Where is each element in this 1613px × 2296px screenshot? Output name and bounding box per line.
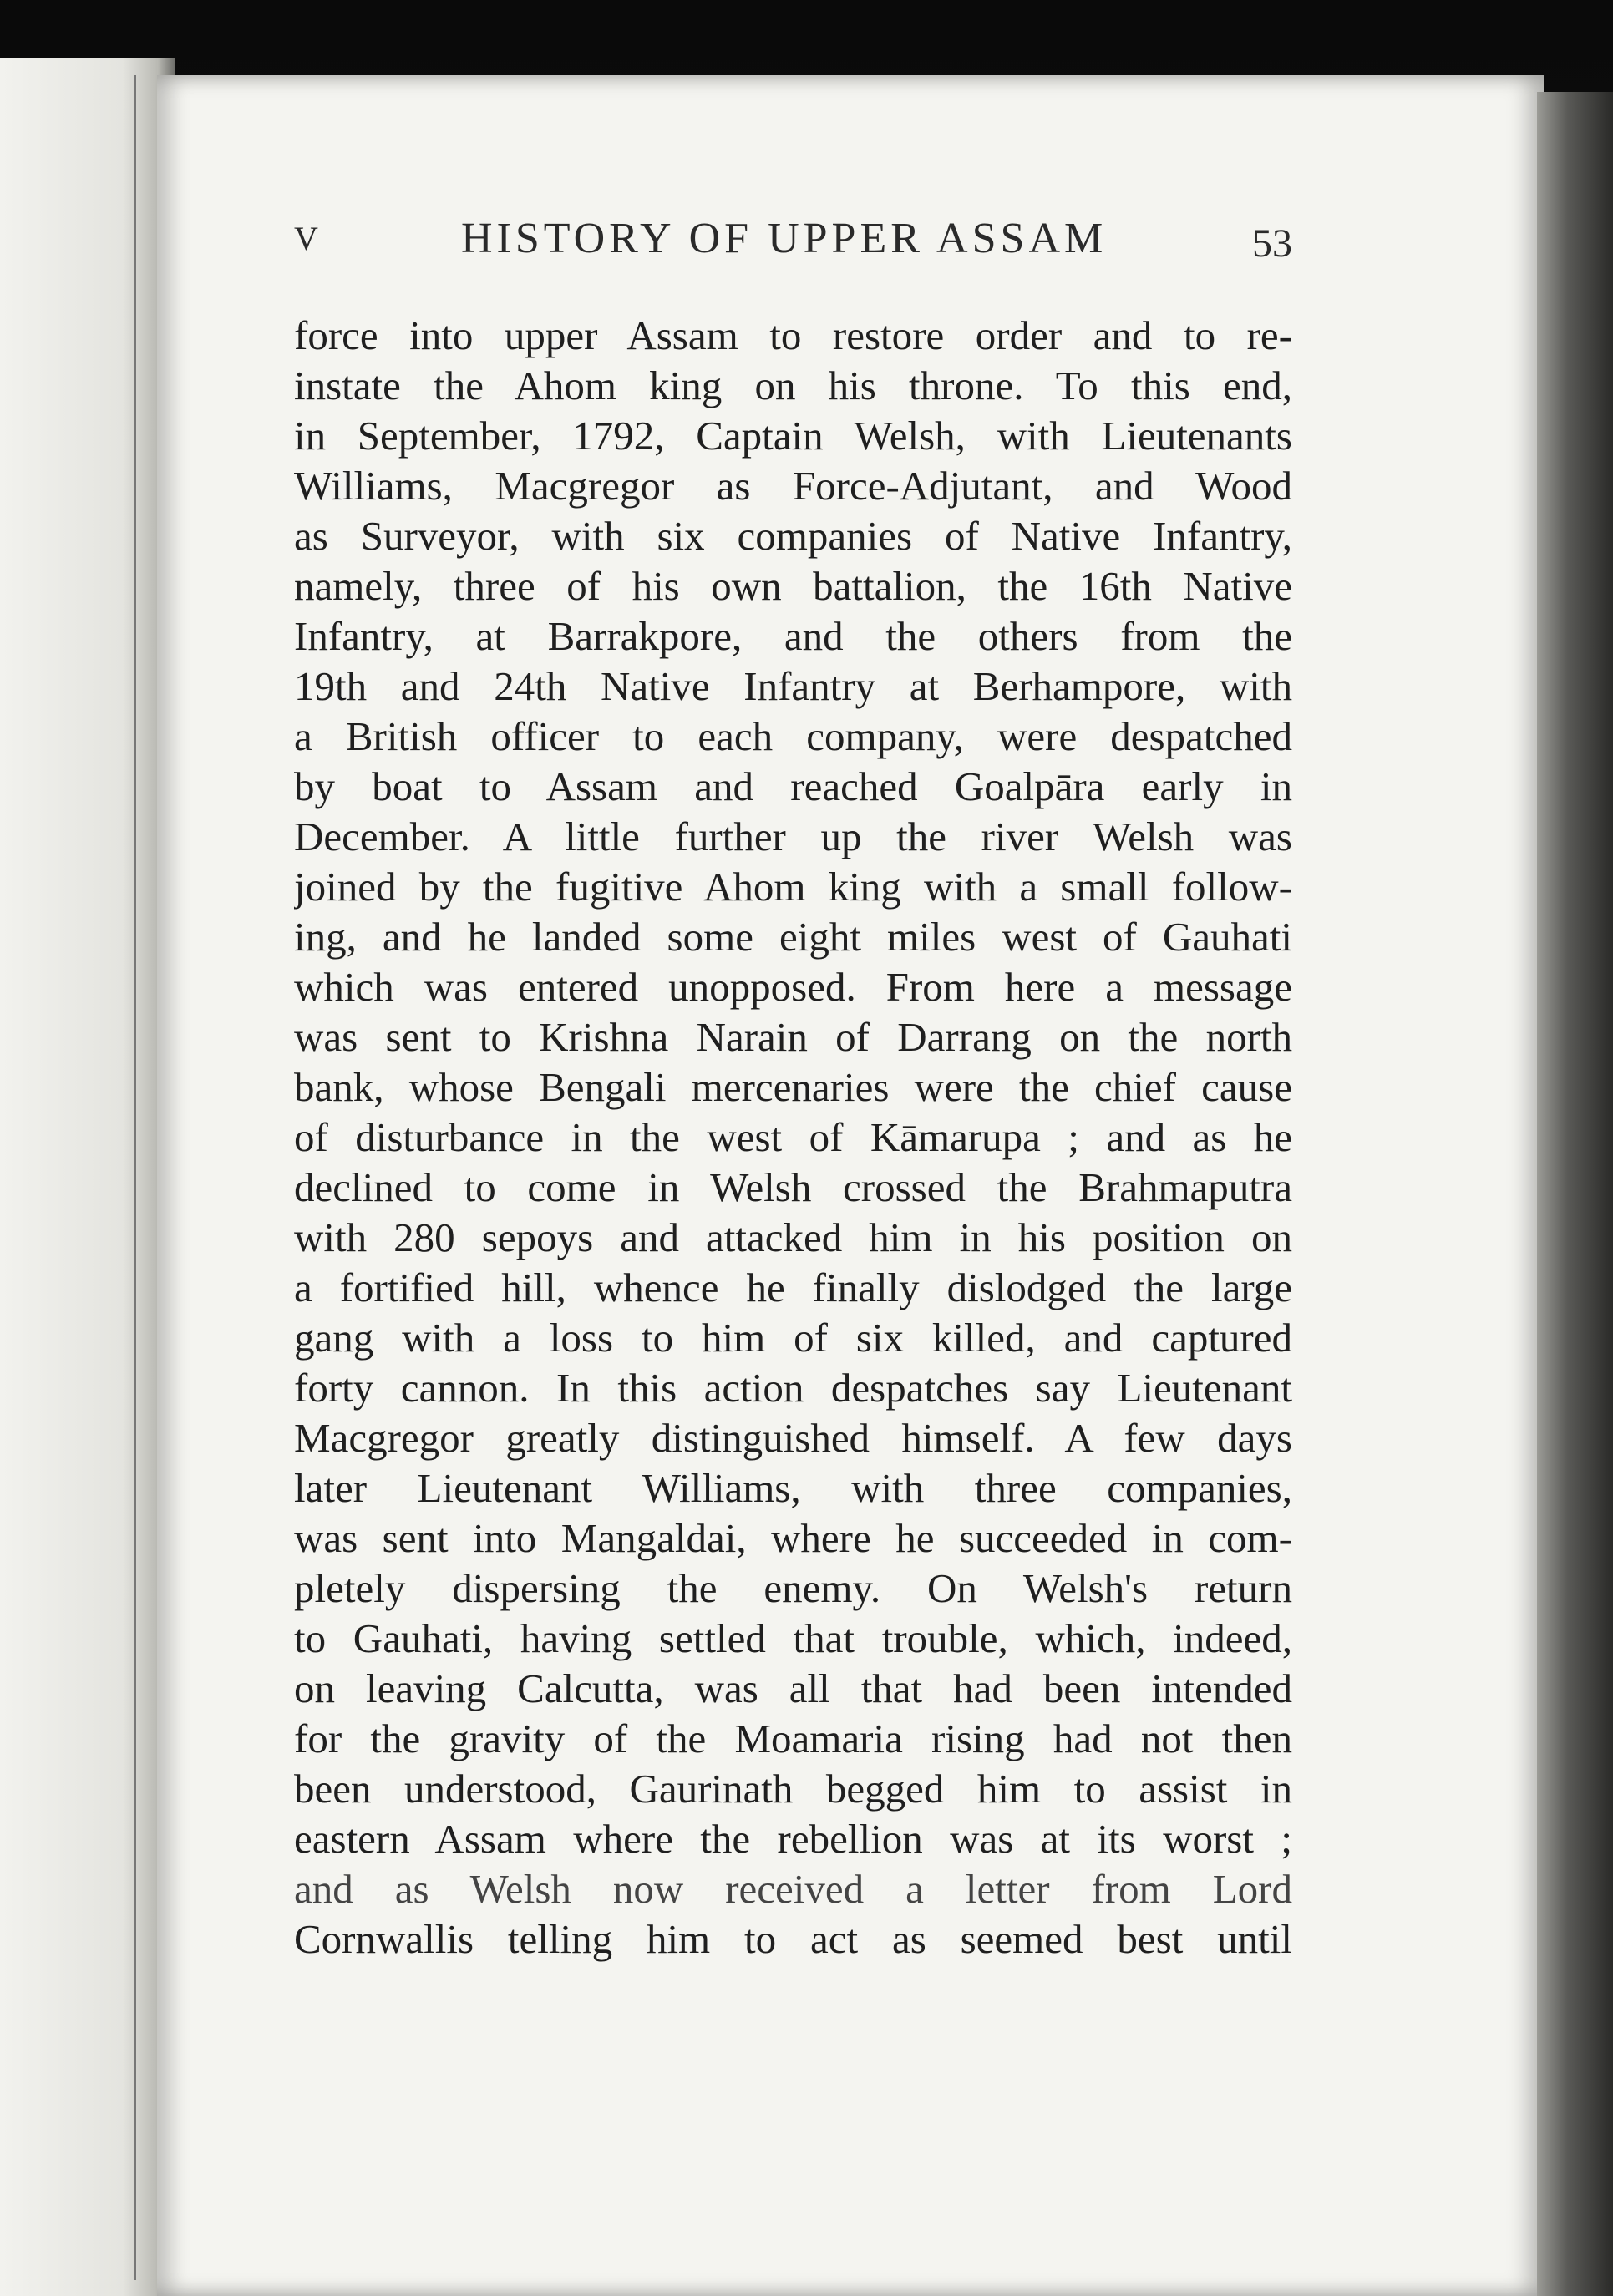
right-page-edge	[1537, 92, 1613, 2296]
left-page-edge	[0, 58, 175, 2296]
text-line: a British officer to each company, were despatched	[294, 713, 1292, 759]
chapter-numeral: V	[294, 220, 320, 257]
text-line: namely, three of his own battalion, the 16th Native	[294, 563, 1292, 609]
text-line: in September, 1792, Captain Welsh, with Lieutenants	[294, 413, 1292, 459]
text-line: bank, whose Bengali mercenaries were the chief cause	[294, 1064, 1292, 1110]
text-line: which was entered unopposed. From here a message	[294, 964, 1292, 1010]
text-line: was sent to Krishna Narain of Darrang on the north	[294, 1014, 1292, 1060]
text-line: with 280 sepoys and attacked him in his position on	[294, 1214, 1292, 1260]
text-line: for the gravity of the Moamaria rising had not then	[294, 1716, 1292, 1761]
text-line: been understood, Gaurinath begged him to assist in	[294, 1766, 1292, 1812]
text-line: Cornwallis telling him to act as seemed best until	[294, 1916, 1292, 1962]
text-line: a fortified hill, whence he finally dislodged the large	[294, 1265, 1292, 1310]
text-line: Infantry, at Barrakpore, and the others from the	[294, 613, 1292, 659]
text-line: December. A little further up the river Welsh was	[294, 813, 1292, 859]
text-line: to Gauhati, having settled that trouble, which, indeed,	[294, 1615, 1292, 1661]
text-line: force into upper Assam to restore order and to re-	[294, 312, 1292, 358]
page-number: 53	[1252, 221, 1292, 266]
text-line: forty cannon. In this action despatches say Lieutenant	[294, 1365, 1292, 1411]
gutter-rule	[134, 75, 136, 2280]
body-text	[294, 311, 1292, 1964]
text-line: later Lieutenant Williams, with three companies,	[294, 1465, 1292, 1511]
text-line: of disturbance in the west of Kāmarupa ; and as he	[294, 1114, 1292, 1160]
text-line: eastern Assam where the rebellion was at its worst ;	[294, 1816, 1292, 1862]
text-line: Macgregor greatly distinguished himself. A few days	[294, 1415, 1292, 1461]
text-line: joined by the fugitive Ahom king with a small follow-	[294, 864, 1292, 910]
running-head	[294, 214, 1292, 281]
running-title: HISTORY OF UPPER ASSAM	[461, 215, 1108, 262]
text-line: gang with a loss to him of six killed, and captured	[294, 1315, 1292, 1361]
text-line: as Surveyor, with six companies of Native Infantry,	[294, 513, 1292, 559]
text-line: instate the Ahom king on his throne. To this end,	[294, 362, 1292, 408]
text-line: by boat to Assam and reached Goalpāra early in	[294, 763, 1292, 809]
text-line: declined to come in Welsh crossed the Brahmaputra	[294, 1164, 1292, 1210]
text-line: Williams, Macgregor as Force-Adjutant, and Wood	[294, 463, 1292, 509]
text-line: on leaving Calcutta, was all that had been intended	[294, 1665, 1292, 1711]
text-line: and as Welsh now received a letter from Lord	[294, 1866, 1292, 1912]
text-line: was sent into Mangaldai, where he succeeded in com-	[294, 1515, 1292, 1561]
text-line: 19th and 24th Native Infantry at Berhampore, with	[294, 663, 1292, 709]
text-line: pletely dispersing the enemy. On Welsh's return	[294, 1565, 1292, 1611]
text-line: ing, and he landed some eight miles west of Gauhati	[294, 914, 1292, 960]
